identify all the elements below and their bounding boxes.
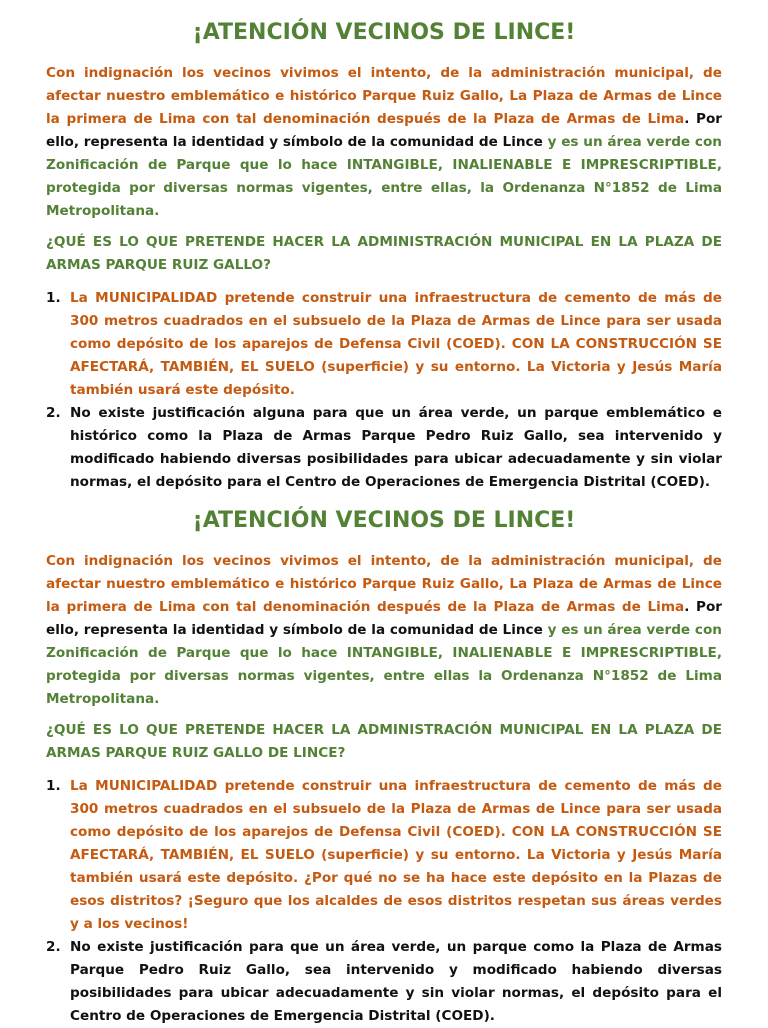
- section-1-list: [46, 287, 722, 494]
- section-2-intro: [46, 550, 722, 711]
- intro-green-text: y es un área verde con Zonificación de Parque que lo hace INTANGIBLE, INALIENABLE E IMPRESCRIPTIBLE, protegida por diversas normas vigentes, entre ellas la Ordenanza N°1852 de Lima Metropolitana.: [46, 622, 722, 707]
- intro-black-text: . Por ello, representa la identidad y símbolo de la comunidad de Lince: [46, 599, 722, 638]
- section-1-intro: [46, 62, 722, 223]
- list-item-text: La MUNICIPALIDAD pretende construir una infraestructura de cemento de más de 300 metros cuadrados en el subsuelo de la Plaza de Armas de Lince para ser usada como depósito de los aparejos de Defensa Civil (COED). CON LA CONSTRUCCIÓN SE AFECTARÁ, TAMBIÉN, EL SUELO (superficie) y su entorno. La Victoria y Jesús María también usará este depósito.: [70, 290, 722, 398]
- intro-orange-text: Con indignación los vecinos vivimos el intento, de la administración municipal, de afectar nuestro emblemático e histórico Parque Ruiz Gallo, La Plaza de Armas de Lince la primera de Lima con tal denominación después de la Plaza de Armas de Lima: [46, 65, 722, 127]
- list-item: [46, 936, 722, 1028]
- list-item-text: No existe justificación para que un área verde, un parque como la Plaza de Armas Parque Pedro Ruiz Gallo, sea intervenido y modificado habiendo diversas posibilidades para ubicar adecuadamente y sin violar normas, el depósito para el Centro de Operaciones de Emergencia Distrital (COED).: [70, 939, 722, 1024]
- section-2-question: ¿QUÉ ES LO QUE PRETENDE HACER LA ADMINISTRACIÓN MUNICIPAL EN LA PLAZA DE ARMAS PARQUE RUIZ GALLO DE LINCE?: [46, 722, 722, 761]
- intro-black-text: . Por ello, representa la identidad y símbolo de la comunidad de Lince: [46, 111, 722, 150]
- section-1-title: ¡ATENCIÓN VECINOS DE LINCE!: [192, 20, 576, 45]
- list-item: [46, 287, 722, 402]
- list-item-text: No existe justificación alguna para que un área verde, un parque emblemático e histórico como la Plaza de Armas Parque Pedro Ruiz Gallo, sea intervenido y modificado habiendo diversas posibilidades para ubicar adecuadamente y sin violar normas, el depósito para el Centro de Operaciones de Emergencia Distrital (COED).: [70, 405, 722, 490]
- list-item-number: 1.: [46, 778, 61, 794]
- intro-orange-text: Con indignación los vecinos vivimos el intento, de la administración municipal, de afectar nuestro emblemático e histórico Parque Ruiz Gallo, La Plaza de Armas de Lince la primera de Lima con tal denominación después de la Plaza de Armas de Lima: [46, 553, 722, 615]
- section-2-list: [46, 775, 722, 1028]
- section-2-title: ¡ATENCIÓN VECINOS DE LINCE!: [192, 508, 576, 533]
- list-item: [46, 402, 722, 494]
- flyer-section-1: [46, 18, 722, 494]
- list-item-text: La MUNICIPALIDAD pretende construir una infraestructura de cemento de más de 300 metros cuadrados en el subsuelo de la Plaza de Armas de Lince para ser usada como depósito de los aparejos de Defensa Civil (COED). CON LA CONSTRUCCIÓN SE AFECTARÁ, TAMBIÉN, EL SUELO (superficie) y su entorno. La Victoria y Jesús María también usará este depósito. ¿Por qué no se ha hace este depósito en la Plazas de esos distritos? ¡Seguro que los alcaldes de esos distritos respetan sus áreas verdes y a los vecinos!: [70, 778, 722, 932]
- list-item-number: 1.: [46, 290, 61, 306]
- intro-green-text: y es un área verde con Zonificación de Parque que lo hace INTANGIBLE, INALIENABLE E IMPRESCRIPTIBLE, protegida por diversas normas vigentes, entre ellas, la Ordenanza N°1852 de Lima Metropolitana.: [46, 134, 722, 219]
- list-item-number: 2.: [46, 405, 61, 421]
- list-item: [46, 775, 722, 936]
- section-1-question: ¿QUÉ ES LO QUE PRETENDE HACER LA ADMINISTRACIÓN MUNICIPAL EN LA PLAZA DE ARMAS PARQUE RUIZ GALLO?: [46, 234, 722, 273]
- flyer-section-2: [46, 506, 722, 1028]
- list-item-number: 2.: [46, 939, 61, 955]
